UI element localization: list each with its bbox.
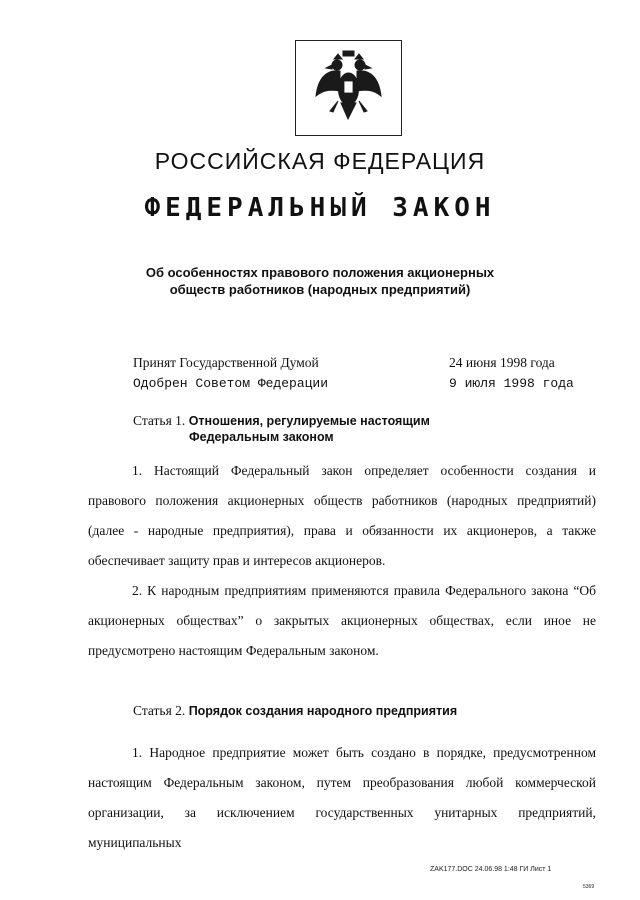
article-2-prefix: Статья 2.: [133, 703, 186, 718]
adoption-date: 9 июля 1998 года: [449, 376, 574, 391]
article-1-paragraph-1: 1. Настоящий Федеральный закон определяет особенности создания и правового положения акционерных обществ работников (народных предприятий) (далее - народные предприятия), права и обязанности их акционеров, а также обеспечивает защиту прав и интересов акционеров.: [88, 463, 596, 568]
document-type: ФЕДЕРАЛЬНЫЙ ЗАКОН: [144, 193, 496, 223]
article-2-title: Порядок создания народного предприятия: [188, 704, 458, 718]
state-emblem: [295, 40, 402, 136]
article-1-prefix: Статья 1.: [133, 413, 186, 428]
adoption-label: Одобрен Советом Федерации: [133, 376, 329, 391]
article-1-title-line-2: Федеральным законом: [189, 430, 334, 444]
article-2-heading: [133, 703, 457, 719]
article-1-heading: [133, 413, 430, 444]
country-name: РОССИЙСКАЯ ФЕДЕРАЦИЯ: [154, 148, 486, 174]
adoption-label: Принят Государственной Думой: [133, 355, 319, 370]
law-title-line-1: Об особенностях правового положения акционерных: [145, 265, 495, 280]
law-title: [0, 264, 640, 298]
footer-file-info: ZAK177.DOC 24.06.98 1:48 ГИ Лист 1: [430, 866, 552, 873]
article-2-paragraph-1: 1. Народное предприятие может быть создано в порядке, предусмотренном настоящим Федеральным законом, путем преобразования любой коммерческой организации, за исключением государственных унитарных предприятий, муниципальных: [88, 745, 596, 850]
adoption-date: 24 июня 1998 года: [449, 355, 555, 370]
adoption-duma: [133, 355, 583, 371]
footer-code: 5369: [583, 884, 595, 890]
adoption-council: [133, 376, 583, 391]
double-headed-eagle-icon: [296, 41, 401, 135]
article-1-title-line-1: Отношения, регулируемые настоящим: [188, 414, 430, 428]
article-1-paragraph-2: 2. К народным предприятиям применяются правила Федерального закона “Об акционерных обществах” о закрытых акционерных обществах, если иное не предусмотрено настоящим Федеральным законом.: [88, 583, 596, 658]
law-title-line-2: обществ работников (народных предприятий): [169, 282, 471, 297]
